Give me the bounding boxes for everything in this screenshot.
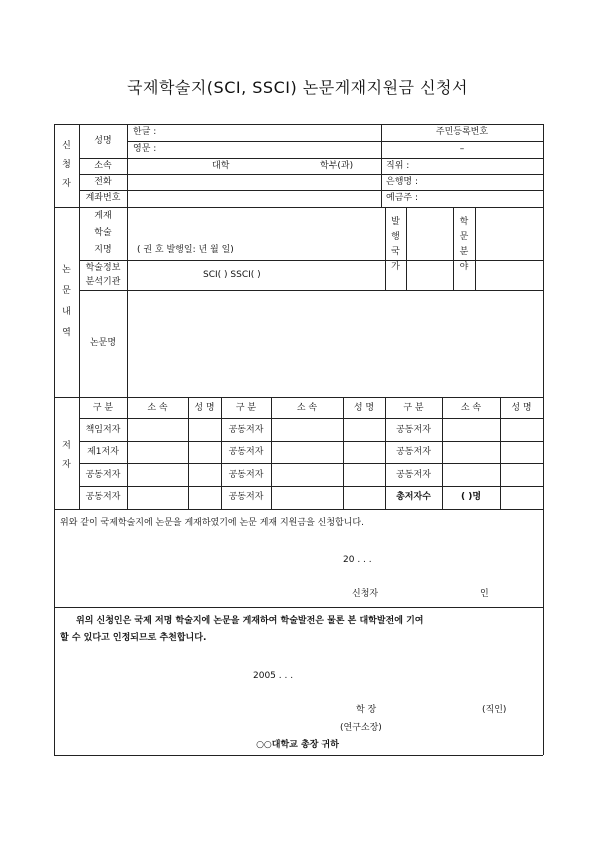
addressee: ○○대학교 총장 귀하	[256, 740, 339, 750]
header-name-3: 성 명	[511, 403, 532, 413]
author-type-1-4: 공동저자	[85, 492, 121, 502]
header-category-2: 구 분	[235, 403, 257, 413]
dean-label: 학 장	[356, 705, 377, 715]
country-label: 발 행 국 가	[391, 217, 400, 272]
name-label: 성명	[94, 136, 112, 146]
author-type-1-2: 제1저자	[87, 447, 119, 457]
journal-detail: ( 권 호 발행일: 년 월 일)	[137, 245, 234, 255]
author-type-1-3: 공동저자	[85, 470, 121, 480]
header-affiliation-3: 소 속	[460, 403, 482, 413]
applicant-section-label: 신 청 자	[62, 141, 71, 189]
official-seal: (직인)	[482, 705, 507, 715]
total-authors-value: ( )명	[460, 492, 482, 502]
header-category-1: 구 분	[92, 403, 114, 413]
dept-label: 학부(과)	[320, 161, 354, 171]
author-type-2-1: 공동저자	[228, 425, 264, 435]
author-type-2-2: 공동저자	[228, 447, 264, 457]
index-options: SCI( ) SSCI( )	[203, 270, 261, 280]
authors-section-label: 저 자	[62, 441, 71, 470]
applicant-sign-label: 신청자	[352, 589, 379, 599]
rrn-label: 주민등록번호	[435, 127, 489, 137]
author-type-2-4: 공동저자	[228, 492, 264, 502]
applicant-seal: 인	[480, 589, 489, 599]
declaration-date: 20 . . .	[343, 555, 372, 565]
author-type-3-2: 공동저자	[396, 447, 431, 457]
recommendation-date: 2005 . . .	[253, 671, 294, 681]
author-type-3-3: 공동저자	[396, 470, 431, 480]
phone-label: 전화	[94, 177, 112, 187]
index-agency-label: 학술정보 분석기관	[85, 263, 121, 287]
author-type-2-3: 공동저자	[228, 470, 264, 480]
page-title: 국제학술지(SCI, SSCI) 논문게재지원금 신청서	[127, 78, 468, 97]
english-name-label: 영문 :	[133, 144, 157, 154]
author-type-3-1: 공동저자	[396, 425, 431, 435]
holder-label: 예금주 :	[386, 193, 418, 203]
affiliation-label: 소속	[94, 161, 112, 171]
declaration-text: 위와 같이 국제학술지에 논문을 게재하였기에 논문 게재 지원금을 신청합니다.	[60, 518, 364, 528]
account-label: 계좌번호	[85, 193, 121, 203]
recommendation-line-2: 할 수 있다고 인정되므로 추천합니다.	[60, 633, 207, 643]
paper-section-label: 논 문 내 역	[62, 265, 71, 338]
paper-title-label: 논문명	[89, 338, 117, 348]
position-label: 직위 :	[386, 161, 410, 171]
author-type-1-1: 책임저자	[85, 425, 121, 435]
univ-label: 대학	[212, 161, 230, 171]
header-name-1: 성 명	[194, 403, 215, 413]
recommendation-line-1: 위의 신청인은 국제 저명 학술지에 논문을 게재하여 학술발전은 물론 본 대학발전에 기여	[76, 616, 424, 626]
rrn-dash: –	[459, 144, 465, 154]
header-category-3: 구 분	[403, 403, 424, 413]
header-affiliation-2: 소 속	[296, 403, 318, 413]
korean-name-label: 한글 :	[133, 127, 157, 137]
journal-name-label: 게재 학술 지명	[94, 211, 112, 255]
field-label: 학 문 분 야	[459, 217, 469, 272]
institute-head-label: (연구소장)	[340, 723, 382, 733]
total-authors-label: 총저자수	[396, 492, 431, 502]
bank-label: 은행명 :	[386, 177, 418, 187]
header-affiliation-1: 소 속	[147, 403, 168, 413]
header-name-2: 성 명	[353, 403, 375, 413]
